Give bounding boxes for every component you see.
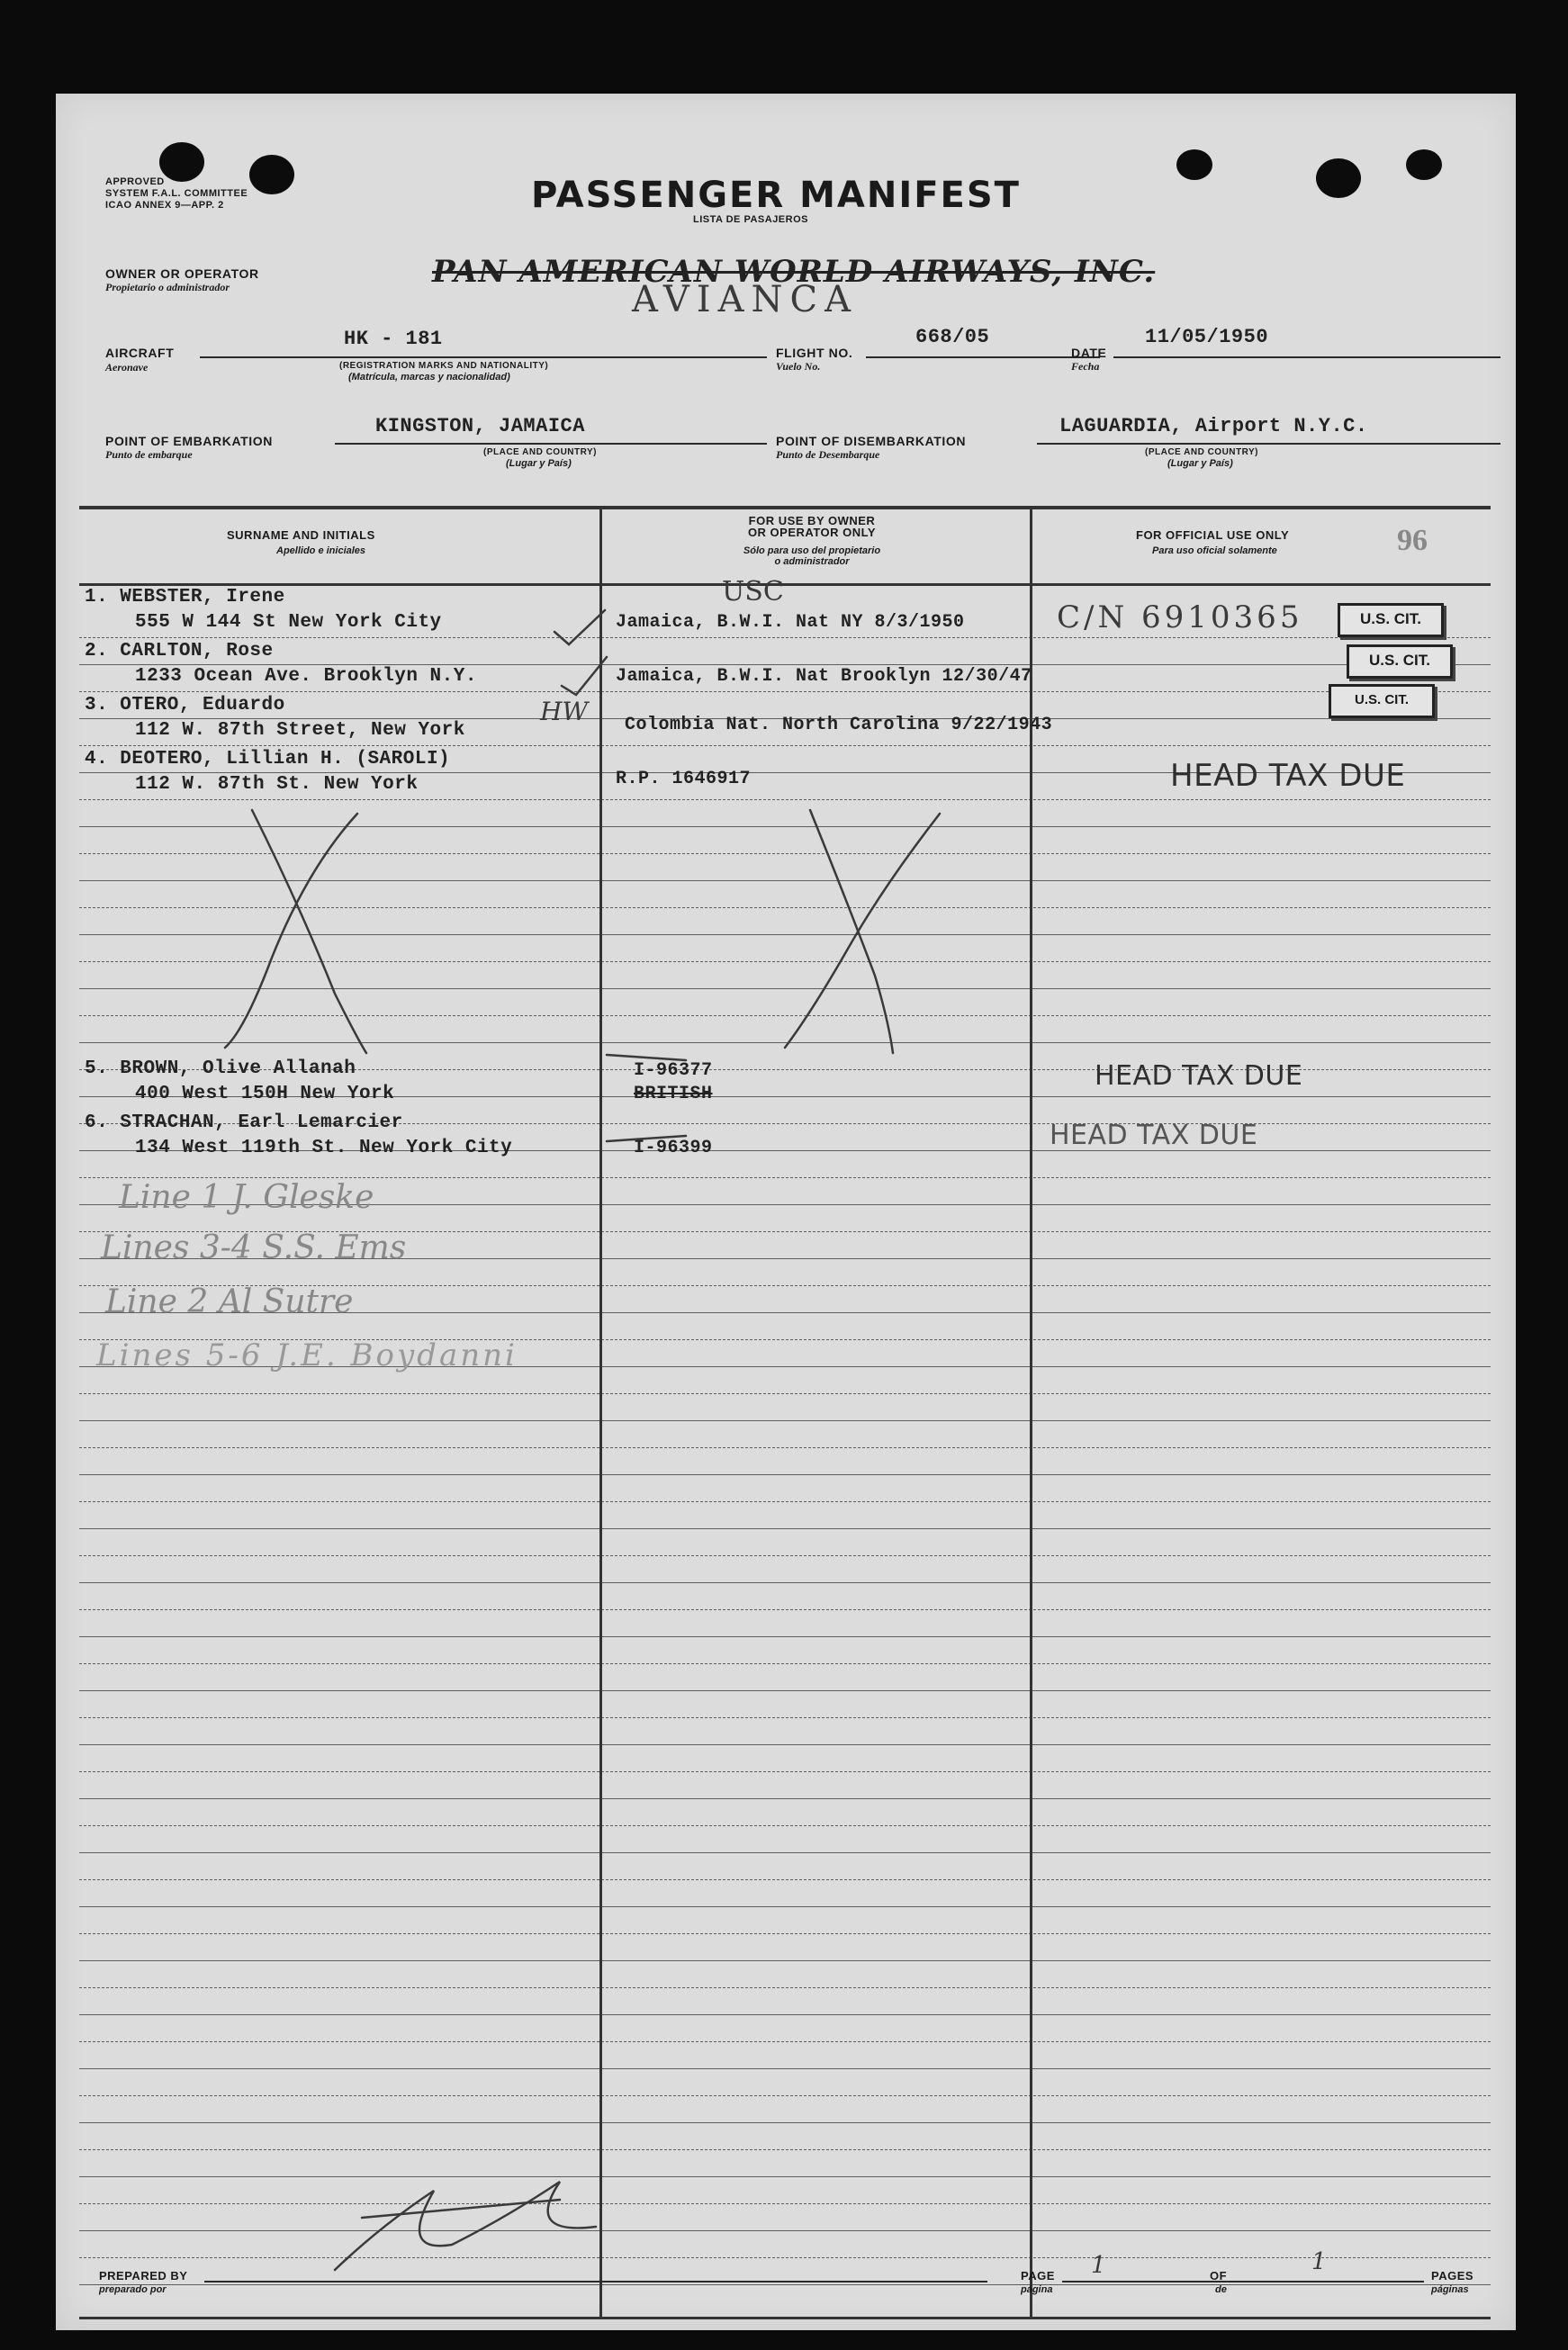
of-label-es: de — [1215, 2284, 1227, 2295]
owner-label: OWNER OR OPERATOR — [105, 266, 259, 281]
flight-label-es: Vuelo No. — [776, 360, 821, 373]
check-mark — [554, 610, 605, 644]
of-value: 1 — [1311, 2248, 1327, 2275]
head-tax-stamp: HEAD TAX DUE — [1170, 758, 1406, 794]
passenger-name: 6. STRACHAN, Earl Lemarcier — [85, 1112, 403, 1133]
col3-title-es: Para uso oficial solamente — [1152, 545, 1277, 556]
approval-line: ICAO ANNEX 9—APP. 2 — [105, 200, 224, 211]
signoff-line: Line 1 J. Gleske — [119, 1179, 374, 1216]
page-value: 1 — [1091, 2252, 1106, 2279]
col1-title: SURNAME AND INITIALS — [227, 528, 375, 542]
passenger-address: 112 W. 87th Street, New York — [135, 720, 465, 741]
date-label-es: Fecha — [1071, 360, 1100, 373]
embarkation-label-es: Punto de embarque — [105, 448, 193, 461]
page-label: PAGE — [1021, 2269, 1055, 2282]
owner-handwritten-name: AVIANCA — [632, 279, 858, 320]
manifest-sheet — [56, 94, 1516, 2330]
owner-label-es: Propietario o administrador — [105, 281, 230, 293]
owner-printed-name: PAN AMERICAN WORLD AIRWAYS, INC. — [432, 254, 1156, 290]
disembarkation-caption: (PLACE AND COUNTRY) — [1145, 447, 1258, 457]
embarkation-value: KINGSTON, JAMAICA — [375, 415, 585, 437]
cross-out-mark — [810, 810, 893, 1053]
col2-title-line: FOR USE BY OWNER — [748, 514, 876, 527]
pages-label-es: páginas — [1431, 2284, 1469, 2295]
cross-out-mark — [785, 814, 940, 1048]
signoff-line: Lines 5-6 J.E. Boydanni — [96, 1337, 518, 1373]
aircraft-value: HK - 181 — [344, 328, 443, 350]
us-cit-stamp: U.S. CIT. — [1329, 684, 1435, 718]
col2-title-es-line: o administrador — [774, 556, 850, 567]
page-title-sub: LISTA DE PASAJEROS — [693, 214, 808, 225]
usc-note: USC — [722, 576, 784, 608]
col2-title-es-line: Sólo para uso del propietario — [743, 545, 881, 556]
check-mark — [562, 657, 607, 695]
flight-label: FLIGHT NO. — [776, 346, 853, 360]
passenger-operator-info: I-96377 — [634, 1060, 713, 1081]
aircraft-label-es: Aeronave — [105, 361, 149, 374]
embarkation-label: POINT OF EMBARKATION — [105, 434, 273, 448]
col3-title: FOR OFFICIAL USE ONLY — [1136, 528, 1290, 542]
signature-scribble — [362, 2200, 560, 2218]
disembarkation-label: POINT OF DISEMBARKATION — [776, 434, 967, 448]
disembarkation-value: LAGUARDIA, Airport N.Y.C. — [1059, 415, 1368, 437]
passenger-address: 134 West 119th St. New York City — [135, 1138, 513, 1158]
date-label: DATE — [1071, 346, 1107, 360]
passenger-operator-info: Colombia Nat. North Carolina 9/22/1943 — [625, 715, 1053, 735]
prepared-by-label: PREPARED BY — [99, 2269, 188, 2282]
pages-label: PAGES — [1431, 2269, 1474, 2282]
signoff-line: Lines 3-4 S.S. Ems — [101, 1229, 407, 1266]
table-bottom-border — [79, 2317, 1491, 2319]
signoff-line: Line 2 Al Sutre — [105, 1283, 354, 1320]
disembarkation-caption-es: (Lugar y País) — [1167, 458, 1233, 469]
us-cit-stamp: U.S. CIT. — [1338, 603, 1444, 637]
passenger-operator-info: R.P. 1646917 — [616, 769, 752, 789]
signature-scribble — [335, 2182, 596, 2270]
page-label-es: página — [1021, 2284, 1053, 2295]
check-mark — [607, 1136, 686, 1141]
passenger-address: 400 West 150H New York — [135, 1084, 395, 1104]
passenger-operator-info: I-96399 — [634, 1138, 713, 1158]
passenger-operator-info: Jamaica, B.W.I. Nat Brooklyn 12/30/47 — [616, 666, 1032, 687]
cross-out-mark — [225, 814, 357, 1048]
aircraft-caption-es: (Matrícula, marcas y nacionalidad) — [348, 372, 510, 383]
aircraft-caption: (REGISTRATION MARKS AND NATIONALITY) — [339, 361, 549, 371]
of-label: OF — [1210, 2269, 1228, 2282]
flight-value: 668/05 — [915, 326, 990, 348]
passenger-operator-info: Jamaica, B.W.I. Nat NY 8/3/1950 — [616, 612, 965, 633]
check-mark — [607, 1055, 686, 1060]
col3-number: 96 — [1397, 524, 1428, 557]
aircraft-label: AIRCRAFT — [105, 346, 175, 360]
passenger-name: 5. BROWN, Olive Allanah — [85, 1058, 356, 1079]
col2-title-line: OR OPERATOR ONLY — [747, 526, 877, 539]
cross-out-mark — [252, 810, 366, 1053]
prepared-by-underline — [204, 2281, 987, 2282]
ink-marks — [56, 94, 1516, 2330]
approval-line: APPROVED — [105, 176, 165, 187]
passenger-address: 1233 Ocean Ave. Brooklyn N.Y. — [135, 666, 477, 687]
passenger-address: 112 W. 87th St. New York — [135, 774, 419, 795]
head-tax-stamp: HEAD TAX DUE — [1095, 1060, 1303, 1092]
passenger-name: 1. WEBSTER, Irene — [85, 587, 285, 608]
of-underline — [1235, 2281, 1424, 2282]
head-tax-stamp: HEAD TAX DUE — [1050, 1120, 1258, 1151]
passenger-name: 2. CARLTON, Rose — [85, 641, 274, 662]
embarkation-caption: (PLACE AND COUNTRY) — [483, 447, 597, 457]
approval-line: SYSTEM F.A.L. COMMITTEE — [105, 188, 248, 199]
passenger-operator-info-2: BRITISH — [634, 1084, 713, 1104]
page-title: PASSENGER MANIFEST — [531, 175, 1021, 216]
passenger-name: 4. DEOTERO, Lillian H. (SAROLI) — [85, 749, 451, 770]
us-cit-stamp: U.S. CIT. — [1347, 644, 1453, 679]
embarkation-caption-es: (Lugar y País) — [506, 458, 572, 469]
col1-title-es: Apellido e iniciales — [276, 545, 366, 556]
prepared-by-label-es: preparado por — [99, 2284, 167, 2295]
date-value: 11/05/1950 — [1145, 326, 1269, 348]
passenger-official-note: C/N 6910365 — [1057, 599, 1303, 635]
disembarkation-label-es: Punto de Desembarque — [776, 448, 880, 461]
hw-note: HW — [540, 697, 589, 726]
passenger-address: 555 W 144 St New York City — [135, 612, 442, 633]
passenger-name: 3. OTERO, Eduardo — [85, 695, 285, 716]
